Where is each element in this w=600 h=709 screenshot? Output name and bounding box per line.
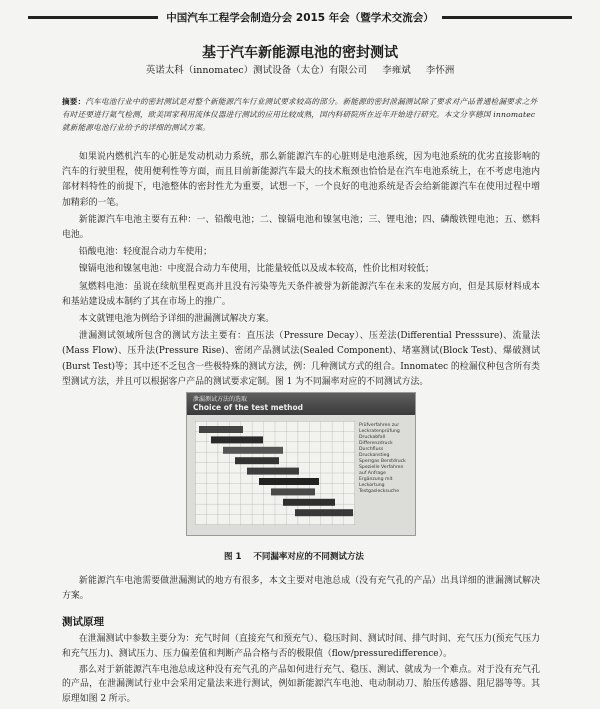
paragraph-battery-types: 新能源汽车电池主要有五种：一、铅酸电池；二、镍镉电池和镍氢电池；三、锂电池；四、磷酸铁锂电池；五、燃料电池。 (62, 214, 540, 241)
method-range-bar (259, 478, 319, 485)
paragraph-hydrogen: 氢燃料电池：虽说在续航里程更高并且没有污染等先天条件被誉为新能源汽车在未来的发展方向，但是其原材料成本和基站建设成本制约了其在市场上的推广。 (62, 281, 540, 307)
figure-header (187, 393, 415, 415)
paragraph-lithium: 本文就锂电池为例给予详细的泄漏测试解决方案。 (78, 314, 275, 325)
affiliation: 英诺太科（innomatec）测试设备（太仓）有限公司 (145, 65, 368, 76)
abstract-label: 摘要： (62, 97, 86, 106)
running-header (28, 6, 572, 28)
author-line (0, 62, 600, 76)
paragraph-parameters: 在泄漏测试中参数主要分为：充气时间（直接充气和预充气）、稳压时间、测试时间、排气时间、充气压力(预充气压力和充气压力)、测试压力、压力偏差值和判断产品合格与否的极限值（flow/pressuredifference）。 (62, 634, 540, 659)
paragraph-no-fill-hole: 那么对于新能源汽车电池总成这种没有充气孔的产品如何进行充气、稳压、测试、就成为一个难点。对于没有充气孔的产品，在泄漏测试行业中会采用定量法来进行测试，例如新能源汽车电池、电动制动刀、胎压传感器、阻尼器等等。其原理如图 2 所示。 (62, 664, 540, 705)
figure-method-grid (195, 421, 355, 525)
section-body (62, 632, 540, 708)
abstract (62, 95, 538, 134)
section-heading: 测试原理 (62, 616, 104, 628)
method-range-bar (211, 436, 263, 443)
method-range-bar (235, 457, 279, 464)
author-2: 李怀洲 (425, 65, 455, 76)
method-range-bar (295, 509, 353, 516)
caption-text: 不同漏率对应的不同测试方法 (253, 552, 364, 562)
post-figure-text (62, 574, 540, 604)
header-text: 中国汽车工程学会制造分会 2015 年会（暨学术交流会） (166, 11, 434, 24)
method-range-bar (199, 426, 243, 433)
figure-caption (0, 550, 600, 562)
method-range-bar (247, 468, 299, 475)
header-rule-right (442, 16, 572, 19)
header-rule-left (28, 16, 158, 19)
figure-1 (186, 392, 416, 536)
abstract-text: 汽车电池行业中的密封测试是对整个新能源汽车行业测试要求较高的部分。新能源的密封泄漏测试除了要求对产品普通检漏要求之外有时还要进行氦气检测，欧美国家利用流体仪器进行测试的应用比较成熟，国内科研院所在近年开始进行研究。本文分享德国 innomatec 就新能源电池行业给予的详细的测试方案。 (62, 97, 538, 132)
paragraph-nickel: 镍镉电池和镍氢电池：中度混合动力车使用，比能量较低以及成本较高，性价比相对较低； (78, 264, 434, 275)
paragraph-after-figure: 新能源汽车电池需要做泄漏测试的地方有很多，本文主要对电池总成（没有充气孔的产品）出具详细的泄漏测试解决方案。 (62, 576, 540, 602)
paper-title: 基于汽车新能源电池的密封测试 (202, 45, 398, 61)
figure-header-cn: 泄漏测试方法的选取 (193, 396, 248, 403)
paragraph-test-methods: 泄漏测试领域所包含的测试方法主要有：直压法（Pressure Decay）、压差法(Differential Presssure)、流量法(Mass Flow)、压升法(Pressure Rise)、密闭产品测试法(Sealed Component)、堵塞测试(Block Test)、爆破测试(Burst Test)等；其中还不乏包含一些极特殊的测试方法，例：几种测试方式的组合。Innomatec 的检漏仪种包含所有类型测试方法，并且可以根据客户产品的测试要求定制。图 1 为不同漏率对应的不同测试方法。 (62, 331, 540, 387)
method-range-bar (283, 499, 335, 506)
method-range-bar (271, 488, 315, 495)
figure-legend-text: Prüfverfahren zur Leckratenprüfung Druckabfall Differenzdruck Durchfluss Druckanstieg Sperrgas Berstdruck Spezielle Verfahren auf Anfrage Ergänzung mit Leckortung Testgaslecksuche (359, 423, 406, 494)
caption-label: 图 1 (224, 552, 242, 562)
body-text (62, 150, 540, 392)
author-1: 李雍斌 (382, 65, 411, 76)
method-range-bar (223, 447, 283, 454)
figure-header-en: Choice of the test method (193, 403, 304, 412)
paragraph-intro: 如果说内燃机汽车的心脏是发动机动力系统，那么新能源汽车的心脏则是电池系统，因为电池系统的优劣直接影响的汽车的行驶里程，使用便利性等方面，而且目前新能源汽车最大的技术瓶颈也恰恰是在汽车电池系统上，在不考虑电池内部材料特性的前提下，电池整体的密封性尤为重要，试想一下，一个良好的电池系统是否会给新能源汽车在使用过程中增加精彩的一笔。 (62, 152, 540, 208)
paragraph-lead-acid: 铅酸电池：轻度混合动力车使用； (78, 247, 213, 258)
